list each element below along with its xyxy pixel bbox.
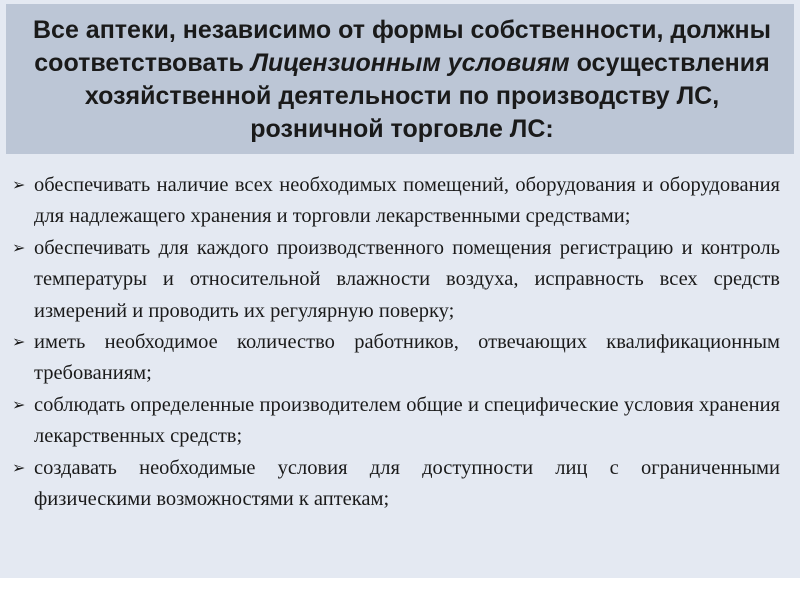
check-arrow-icon: ➢ — [12, 459, 26, 477]
list-item — [10, 233, 780, 327]
slide-title — [22, 14, 782, 146]
list-item — [10, 453, 780, 516]
list-item — [10, 390, 780, 453]
title-box — [6, 4, 794, 154]
title-part-1: Все аптеки, независимо от формы собственности, должны соответствовать — [32, 16, 771, 77]
check-arrow-icon: ➢ — [12, 396, 26, 414]
check-arrow-icon: ➢ — [12, 334, 26, 352]
list-item-text: обеспечивать наличие всех необходимых помещений, оборудования и оборудования для надлежащего хранения и торговли лекарственными средствами; — [34, 174, 780, 228]
title-emphasis: Лицензионным условиям — [250, 49, 570, 77]
requirements-list — [10, 170, 780, 515]
list-item — [10, 327, 780, 390]
list-item-text: иметь необходимое количество работников, отвечающих квалификационным требованиям; — [34, 331, 780, 385]
check-arrow-icon: ➢ — [12, 239, 26, 257]
list-item-text: создавать необходимые условия для доступности лиц с ограниченными физическими возможностями к аптекам; — [34, 456, 780, 511]
list-item-text: обеспечивать для каждого производственного помещения регистрацию и контроль температуры и относительной влажности воздуха, исправность всех средств измерений и проводить их регулярную поверку; — [34, 236, 780, 322]
list-item — [10, 170, 780, 233]
title-part-2: осуществления хозяйственной деятельности по производству ЛС, розничной торговле ЛС: — [84, 49, 770, 143]
list-item-text: соблюдать определенные производителем общие и специфические условия хранения лекарственных средств; — [34, 393, 780, 448]
check-arrow-icon: ➢ — [12, 177, 26, 194]
